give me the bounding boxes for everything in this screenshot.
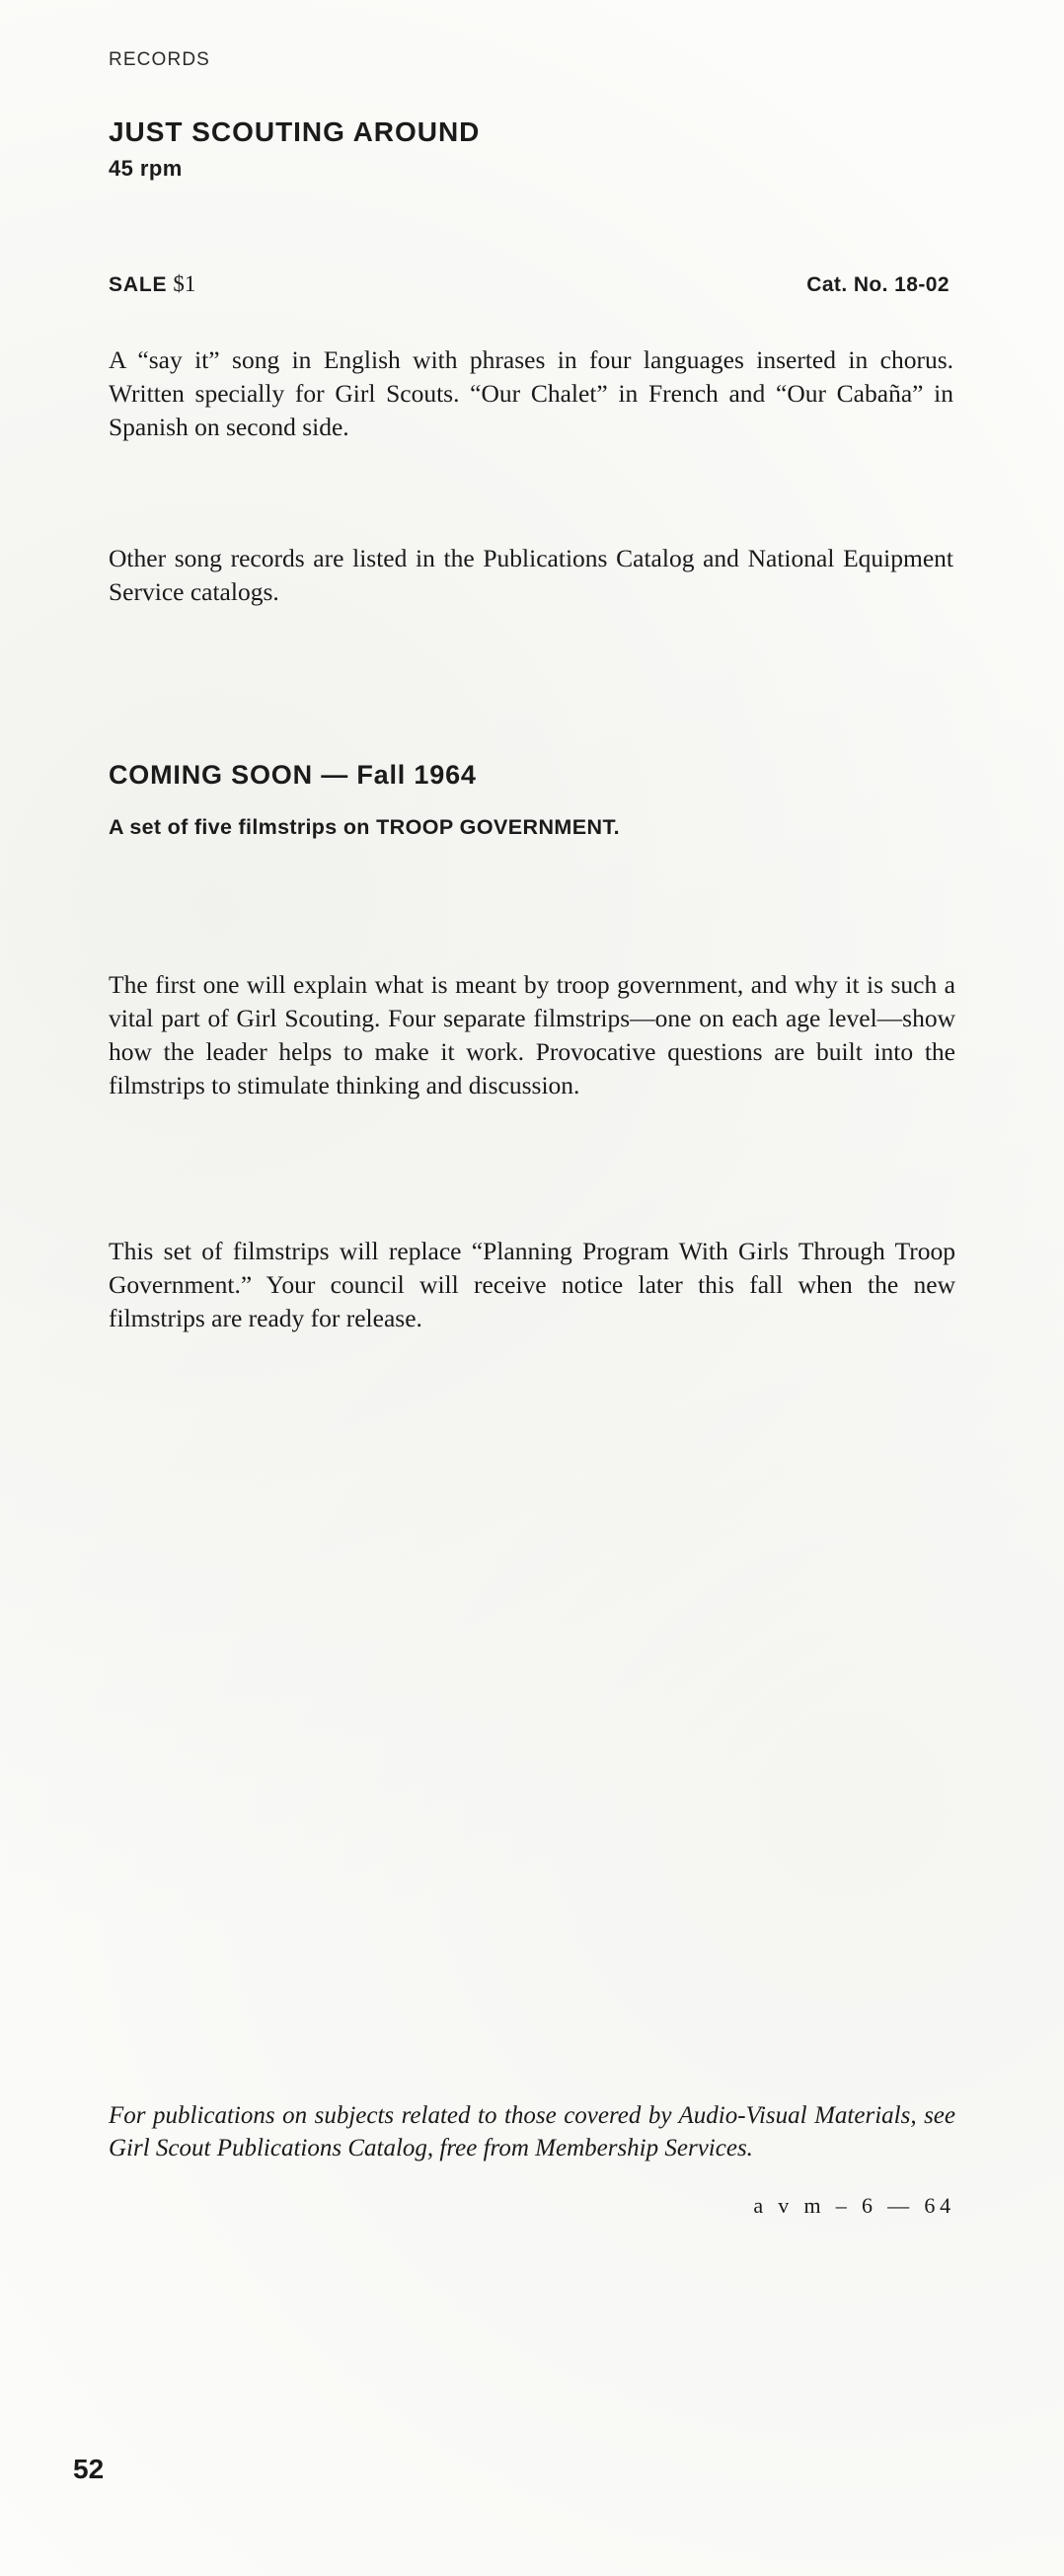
coming-soon-subheading (109, 815, 620, 840)
coming-soon-paragraph-1: The first one will explain what is meant by troop government, and why it is such a vital part of Girl Scouting. Four separate filmstrips—one on each age level—show how the leader helps to make it work. Provocative questions are built into the filmstrips to stimulate thinking and discussion. (109, 969, 955, 1099)
footer-code: a v m – 6 — 64 (753, 2193, 955, 2218)
coming-soon-subheading-lead: A set of five filmstrips on (109, 815, 377, 839)
page-content (109, 0, 957, 2576)
sale-label: SALE (109, 273, 168, 296)
page-number: 52 (73, 2454, 105, 2484)
coming-soon-paragraph-2: This set of filmstrips will replace “Planning Program With Girls Through Troop Government.” Your council will receive notice later this fall when the new filmstrips are ready for release. (109, 1236, 955, 1332)
sale-price: $1 (173, 271, 196, 296)
footer-note: For publications on subjects related to those covered by Audio-Visual Materials, see Girl Scout Publications Catalog, free from Membership Services. (109, 2102, 955, 2162)
catalog-number: Cat. No. 18-02 (806, 273, 950, 296)
sale-group (109, 271, 195, 297)
coming-soon-subheading-caps: TROOP GOVERNMENT. (376, 815, 621, 839)
price-row (109, 271, 950, 297)
record-note: Other song records are listed in the Publications Catalog and National Equipment Service catalogs. (109, 543, 953, 606)
coming-soon-heading: COMING SOON — Fall 1964 (109, 760, 477, 790)
running-head: RECORDS (109, 49, 210, 70)
record-speed: 45 rpm (109, 156, 183, 181)
record-title: JUST SCOUTING AROUND (109, 116, 481, 147)
record-description: A “say it” song in English with phrases in four languages inserted in chorus. Written specially for Girl Scouts. “Our Chalet” in French and “Our Cabaña” in Spanish on second side. (109, 344, 953, 441)
